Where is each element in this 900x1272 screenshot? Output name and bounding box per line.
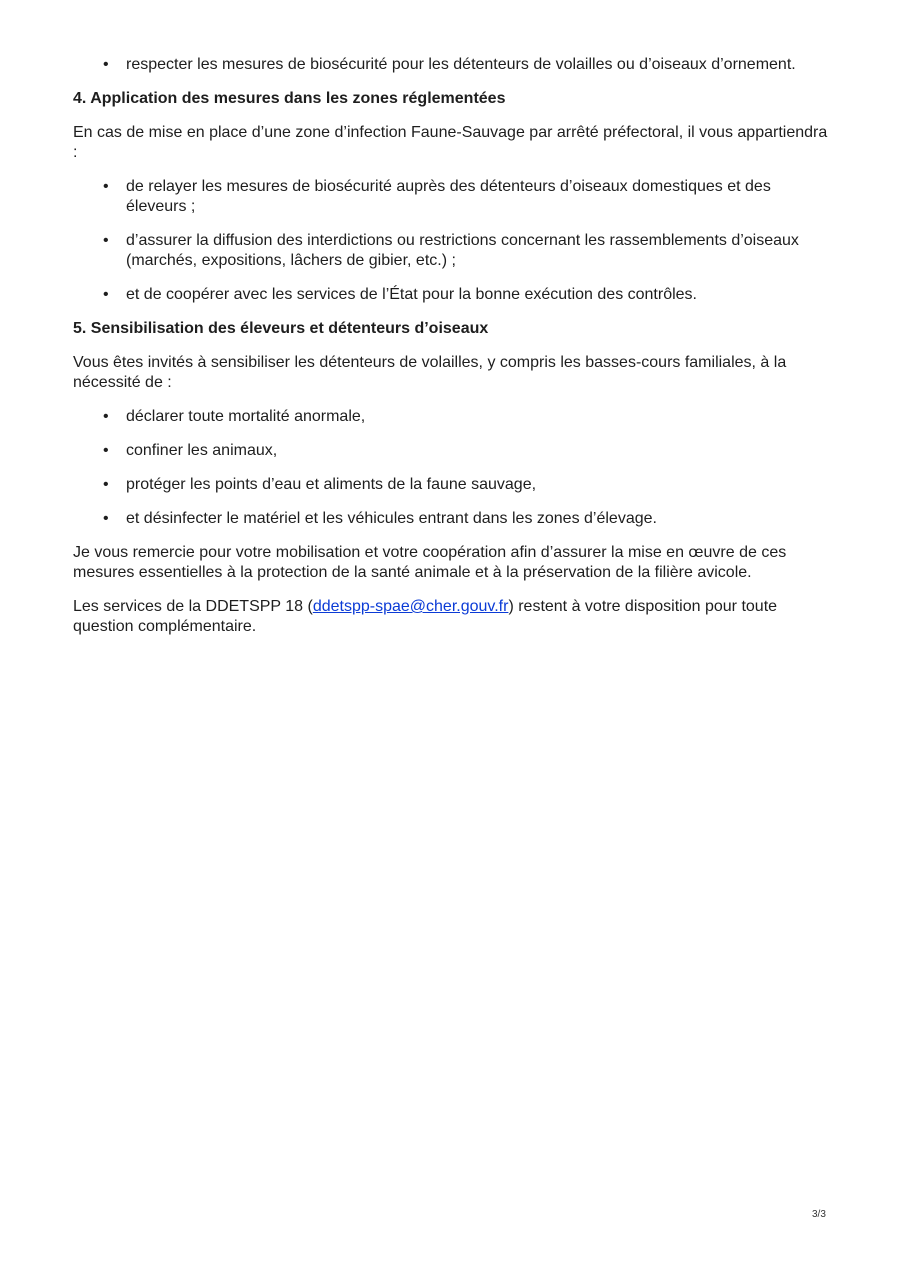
list-item: • et de coopérer avec les services de l’État pour la bonne exécution des contrôles.: [103, 286, 697, 303]
section-4-heading: 4. Application des mesures dans les zones réglementées: [73, 90, 506, 107]
bullet-icon: •: [103, 510, 109, 527]
list-item: • confiner les animaux,: [103, 442, 278, 459]
list-item: • et désinfecter le matériel et les véhicules entrant dans les zones d’élevage.: [103, 510, 657, 527]
bullet-icon: •: [103, 56, 109, 73]
contact-paragraph: Les services de la DDETSPP 18 (ddetspp-spae@cher.gouv.fr) restent à votre disposition pour toute question complémentaire.: [73, 598, 778, 635]
bullet-icon: •: [103, 178, 109, 195]
list-item: • d’assurer la diffusion des interdictions ou restrictions concernant les rassemblements d’oiseaux (marchés, expositions, lâchers de gibier, etc.) ;: [103, 232, 799, 269]
list-item: • respecter les mesures de biosécurité pour les détenteurs de volailles ou d’oiseaux d’ornement.: [103, 56, 796, 73]
list-item: • protéger les points d’eau et aliments de la faune sauvage,: [103, 476, 537, 493]
list-item: • déclarer toute mortalité anormale,: [103, 408, 366, 425]
bullet-icon: •: [103, 476, 109, 493]
bullet-icon: •: [103, 232, 109, 249]
bullet-icon: •: [103, 442, 109, 459]
email-link[interactable]: ddetspp-spae@cher.gouv.fr: [312, 598, 509, 615]
page-number: 3/3: [812, 1209, 826, 1220]
section-4-intro: En cas de mise en place d’une zone d’infection Faune-Sauvage par arrêté préfectoral, il vous appartiendra :: [73, 124, 828, 161]
section-4-list: [73, 177, 833, 305]
section-5-heading: 5. Sensibilisation des éleveurs et détenteurs d’oiseaux: [73, 320, 489, 337]
section-5-list: [73, 407, 833, 529]
list-item: • de relayer les mesures de biosécurité auprès des détenteurs d’oiseaux domestiques et des éleveurs ;: [103, 178, 771, 215]
bullet-icon: •: [103, 408, 109, 425]
closing-paragraph: Je vous remercie pour votre mobilisation et votre coopération afin d’assurer la mise en œuvre de ces mesures essentielles à la protection de la santé animale et à la préservation de la filière avicole.: [73, 544, 787, 581]
section-5-intro: Vous êtes invités à sensibiliser les détenteurs de volailles, y compris les basses-cours familiales, à la nécessité de :: [73, 354, 787, 391]
document-page: [73, 55, 833, 651]
bullet-icon: •: [103, 286, 109, 303]
top-bullet-list: [73, 55, 833, 75]
